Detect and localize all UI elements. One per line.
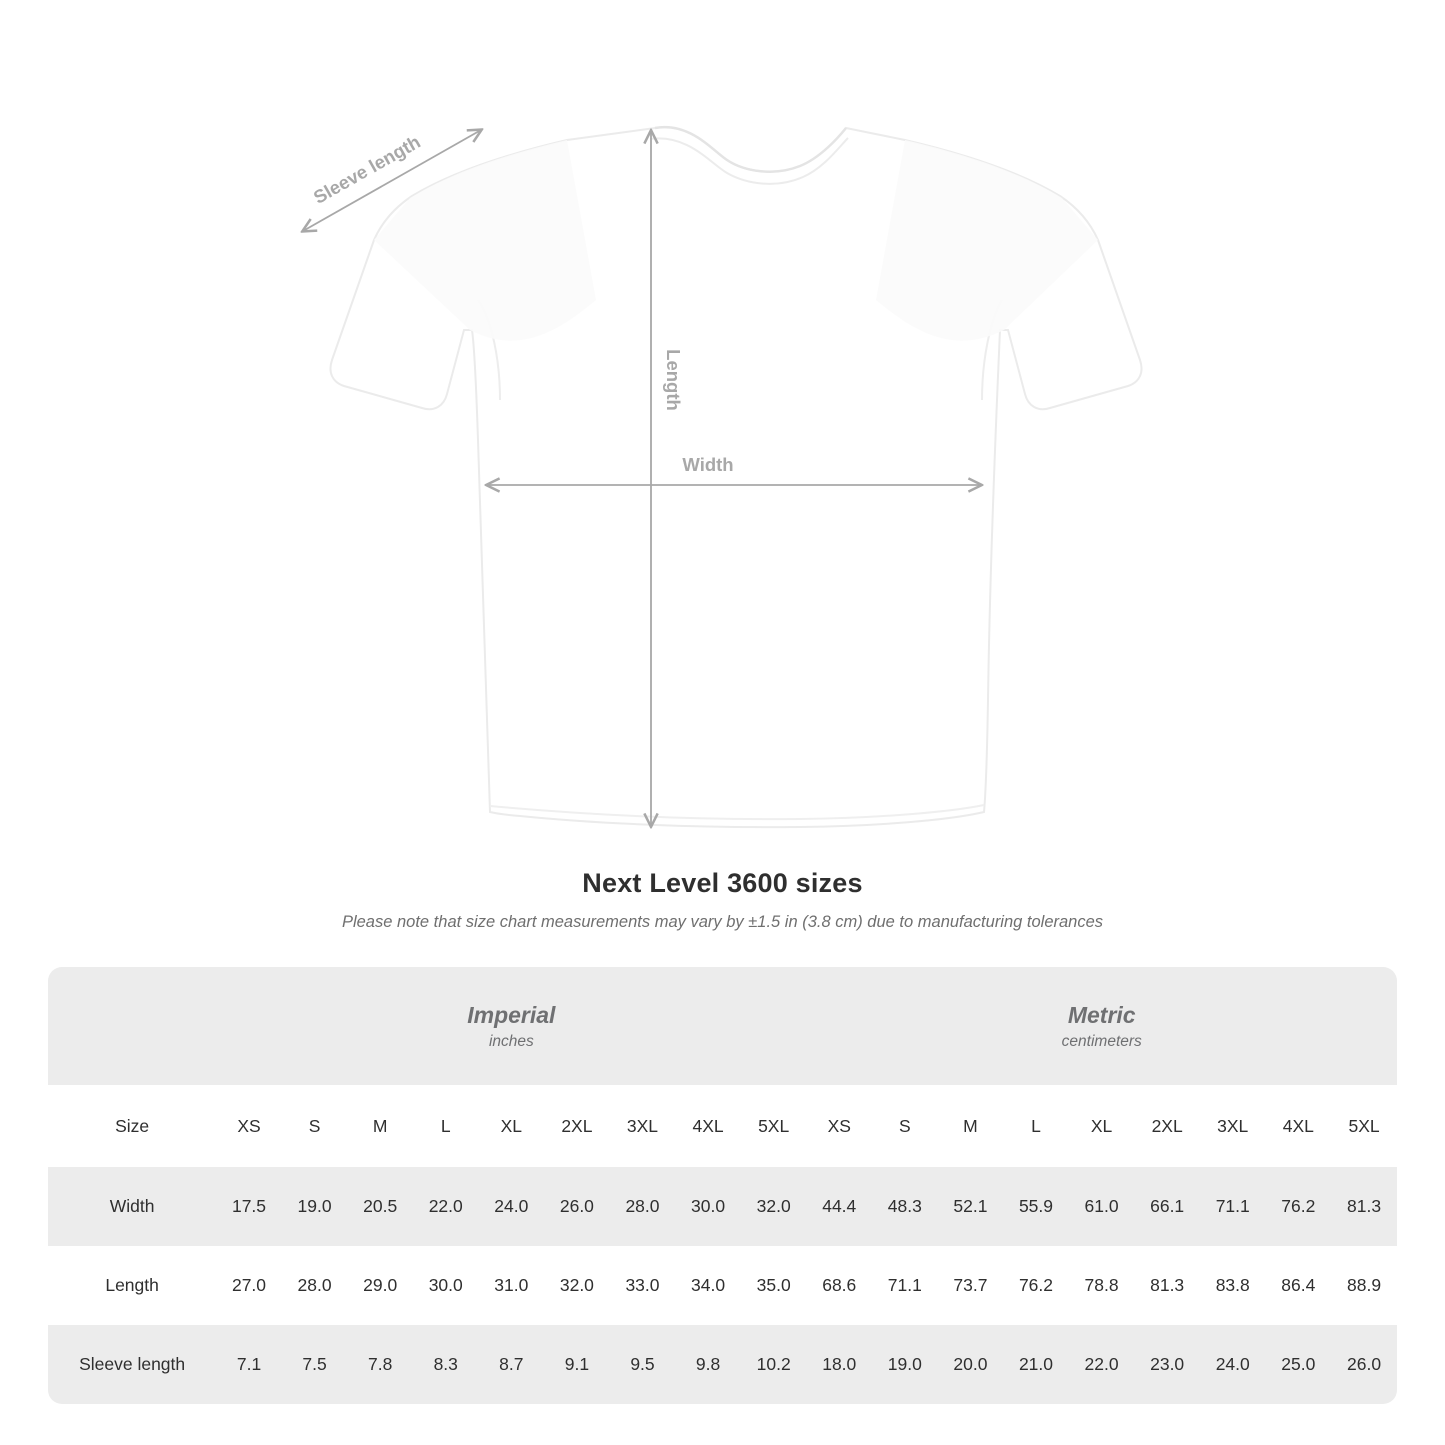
size-header-metric-2xl: 2XL [1134,1085,1200,1167]
table-row [48,1167,1397,1246]
cell-sleeve-imperial-xs: 7.1 [216,1325,282,1404]
cell-width-metric-xl: 61.0 [1069,1167,1135,1246]
heading-block [0,868,1445,932]
size-header-metric-xs: XS [806,1085,872,1167]
cell-width-imperial-l: 22.0 [413,1167,479,1246]
sleeve-length-label: Sleeve length [309,130,424,208]
cell-width-imperial-4xl: 30.0 [675,1167,741,1246]
size-header-imperial-l: L [413,1085,479,1167]
cell-width-metric-2xl: 66.1 [1134,1167,1200,1246]
cell-length-metric-xl: 78.8 [1069,1246,1135,1325]
size-header-metric-l: L [1003,1085,1069,1167]
cell-width-metric-m: 52.1 [938,1167,1004,1246]
width-label: Width [682,454,734,475]
cell-width-imperial-s: 19.0 [282,1167,348,1246]
cell-sleeve-metric-5xl: 26.0 [1331,1325,1397,1404]
tshirt-shape [331,127,1142,827]
size-header-imperial-2xl: 2XL [544,1085,610,1167]
cell-length-imperial-xl: 31.0 [479,1246,545,1325]
cell-sleeve-imperial-m: 7.8 [347,1325,413,1404]
cell-length-metric-3xl: 83.8 [1200,1246,1266,1325]
cell-width-metric-s: 48.3 [872,1167,938,1246]
cell-length-metric-xs: 68.6 [806,1246,872,1325]
cell-sleeve-metric-3xl: 24.0 [1200,1325,1266,1404]
cell-sleeve-metric-l: 21.0 [1003,1325,1069,1404]
size-table [48,967,1397,1404]
unit-header-row [48,967,1397,1085]
size-header-metric-4xl: 4XL [1266,1085,1332,1167]
cell-sleeve-metric-xs: 18.0 [806,1325,872,1404]
cell-length-imperial-4xl: 34.0 [675,1246,741,1325]
size-table-wrapper [48,967,1397,1404]
cell-width-imperial-xs: 17.5 [216,1167,282,1246]
cell-sleeve-imperial-3xl: 9.5 [610,1325,676,1404]
cell-length-metric-s: 71.1 [872,1246,938,1325]
cell-sleeve-imperial-l: 8.3 [413,1325,479,1404]
cell-length-imperial-3xl: 33.0 [610,1246,676,1325]
size-header-metric-s: S [872,1085,938,1167]
cell-width-metric-3xl: 71.1 [1200,1167,1266,1246]
size-header-imperial-3xl: 3XL [610,1085,676,1167]
size-header-imperial-m: M [347,1085,413,1167]
size-header-metric-5xl: 5XL [1331,1085,1397,1167]
size-header-metric-3xl: 3XL [1200,1085,1266,1167]
cell-width-imperial-3xl: 28.0 [610,1167,676,1246]
unit-group-metric [806,967,1397,1085]
cell-sleeve-imperial-2xl: 9.1 [544,1325,610,1404]
size-header-label: Size [48,1085,216,1167]
unit-group-imperial [216,967,806,1085]
cell-width-metric-l: 55.9 [1003,1167,1069,1246]
unit-group-metric-name: Metric [1067,1001,1136,1028]
unit-group-imperial-sub: inches [488,1033,534,1051]
size-header-metric-m: M [938,1085,1004,1167]
cell-length-imperial-5xl: 35.0 [741,1246,807,1325]
cell-width-imperial-m: 20.5 [347,1167,413,1246]
size-header-imperial-s: S [282,1085,348,1167]
cell-width-imperial-2xl: 26.0 [544,1167,610,1246]
cell-length-metric-m: 73.7 [938,1246,1004,1325]
cell-sleeve-metric-s: 19.0 [872,1325,938,1404]
cell-length-imperial-m: 29.0 [347,1246,413,1325]
cell-length-metric-l: 76.2 [1003,1246,1069,1325]
cell-length-metric-4xl: 86.4 [1266,1246,1332,1325]
cell-sleeve-imperial-xl: 8.7 [479,1325,545,1404]
page-title: Next Level 3600 sizes [582,868,863,898]
unit-group-metric-sub: centimeters [1061,1033,1142,1051]
table-row [48,1246,1397,1325]
cell-length-imperial-xs: 27.0 [216,1246,282,1325]
size-header-row [48,1085,1397,1167]
length-label: Length [663,349,684,411]
cell-width-imperial-5xl: 32.0 [741,1167,807,1246]
size-header-imperial-xl: XL [479,1085,545,1167]
cell-length-imperial-2xl: 32.0 [544,1246,610,1325]
size-header-imperial-xs: XS [216,1085,282,1167]
row-label-sleeve-length: Sleeve length [48,1325,216,1404]
cell-sleeve-metric-2xl: 23.0 [1134,1325,1200,1404]
cell-sleeve-imperial-5xl: 10.2 [741,1325,807,1404]
cell-length-metric-5xl: 88.9 [1331,1246,1397,1325]
unit-group-imperial-name: Imperial [467,1001,556,1028]
size-header-imperial-5xl: 5XL [741,1085,807,1167]
cell-length-imperial-s: 28.0 [282,1246,348,1325]
row-label-length: Length [48,1246,216,1325]
table-row [48,1325,1397,1404]
cell-width-metric-xs: 44.4 [806,1167,872,1246]
cell-sleeve-imperial-4xl: 9.8 [675,1325,741,1404]
cell-sleeve-metric-xl: 22.0 [1069,1325,1135,1404]
size-header-imperial-4xl: 4XL [675,1085,741,1167]
cell-length-imperial-l: 30.0 [413,1246,479,1325]
cell-width-imperial-xl: 24.0 [479,1167,545,1246]
tolerance-note: Please note that size chart measurements may vary by ±1.5 in (3.8 cm) due to manufacturing tolerances [341,913,1104,931]
cell-width-metric-5xl: 81.3 [1331,1167,1397,1246]
size-header-metric-xl: XL [1069,1085,1135,1167]
unit-header-spacer [48,967,216,1085]
cell-sleeve-metric-4xl: 25.0 [1266,1325,1332,1404]
row-label-width: Width [48,1167,216,1246]
cell-width-metric-4xl: 76.2 [1266,1167,1332,1246]
cell-length-metric-2xl: 81.3 [1134,1246,1200,1325]
cell-sleeve-metric-m: 20.0 [938,1325,1004,1404]
cell-sleeve-imperial-s: 7.5 [282,1325,348,1404]
